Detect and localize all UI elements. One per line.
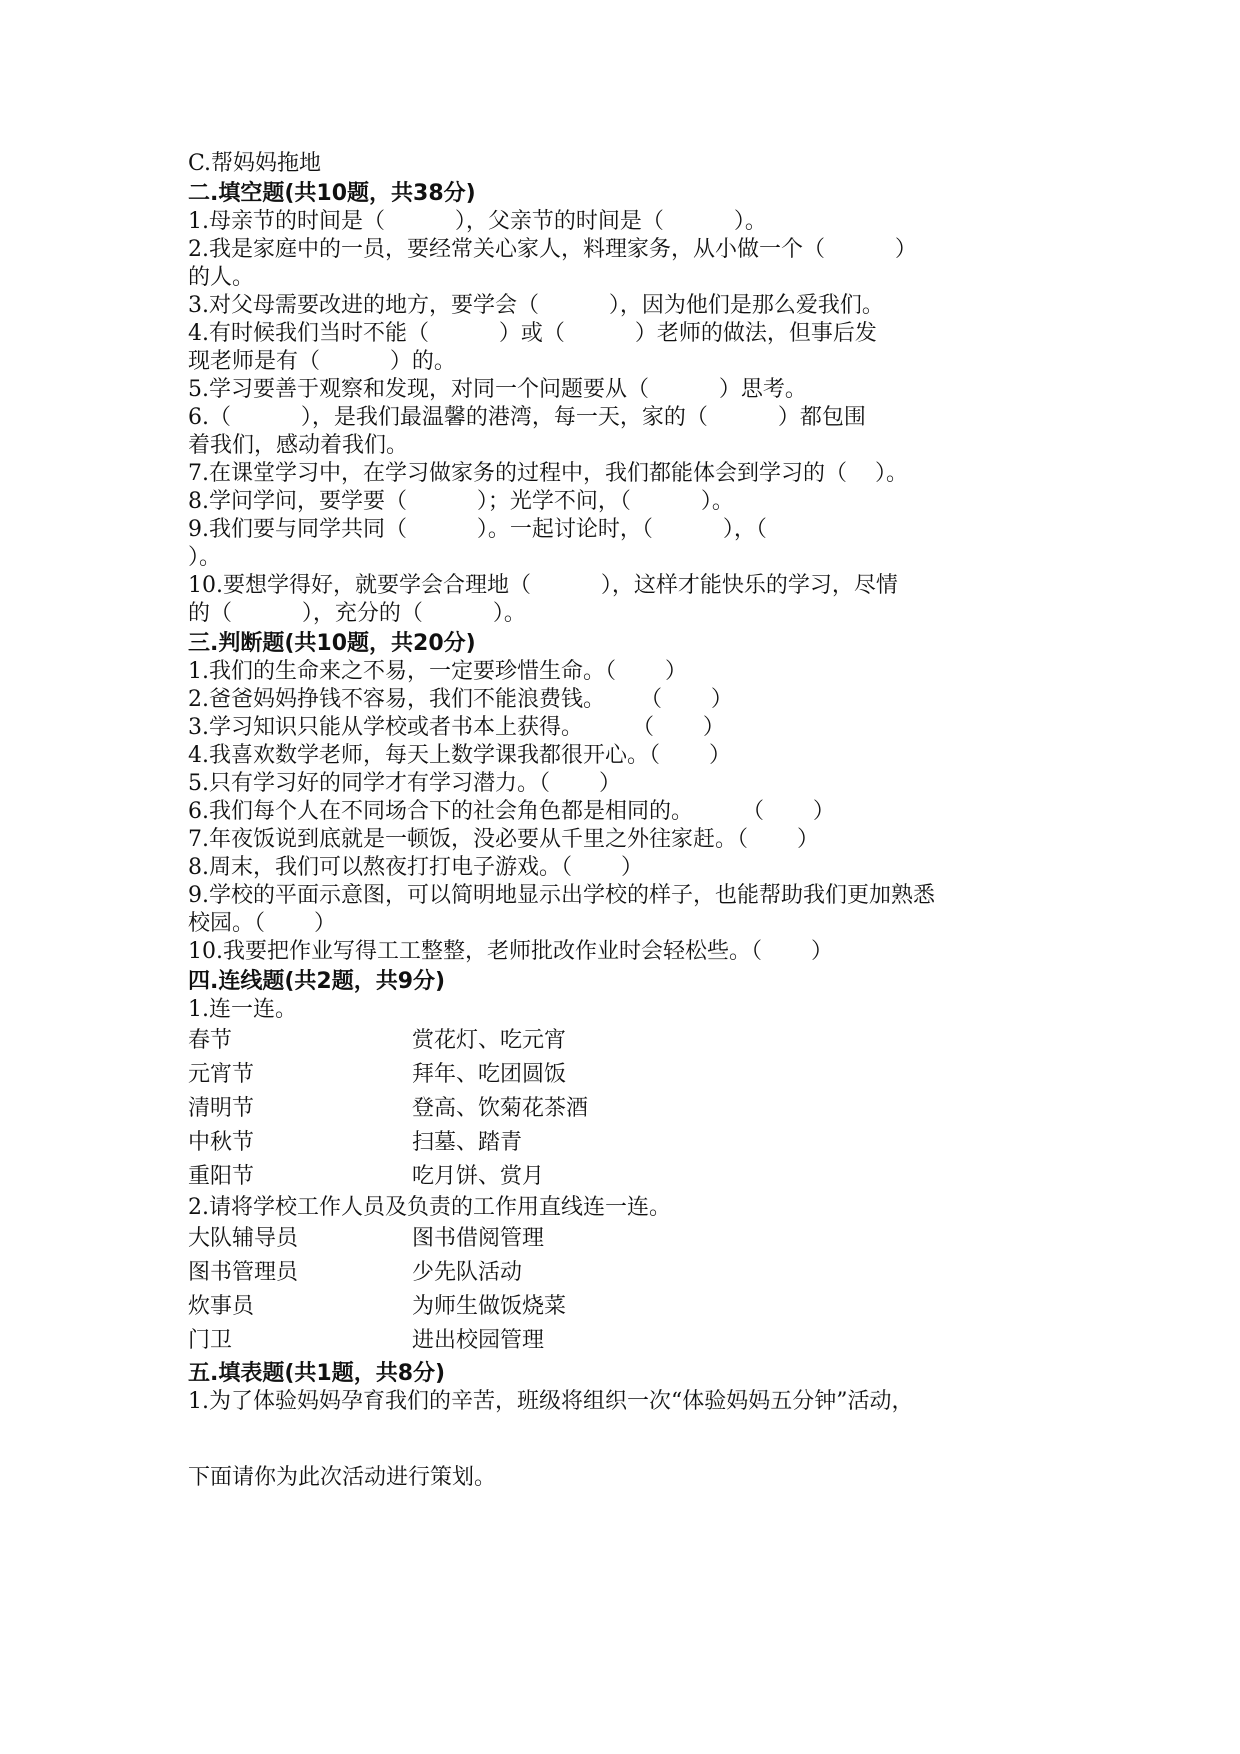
section-5-heading: 五.填表题(共1题，共8分) bbox=[188, 1361, 446, 1386]
text-line: 9.我们要与同学共同（ ）。一起讨论时，（ ），（ bbox=[188, 517, 767, 542]
matching-question-2: 2.请将学校工作人员及负责的工作用直线连一连。 bbox=[188, 1195, 671, 1220]
section-4-heading: 四.连线题(共2题，共9分) bbox=[188, 969, 446, 994]
text-line: 4.我喜欢数学老师，每天上数学课我都很开心。（ ） bbox=[188, 743, 731, 768]
matching-row bbox=[188, 1324, 1068, 1358]
table-question-line-1: 1.为了体验妈妈孕育我们的辛苦，班级将组织一次“体验妈妈五分钟”活动， bbox=[188, 1389, 914, 1414]
text-line: 1.母亲节的时间是（ ），父亲节的时间是（ ）。 bbox=[188, 209, 767, 234]
matching-row bbox=[188, 1058, 1068, 1092]
text-line: 2.我是家庭中的一员，要经常关心家人，料理家务，从小做一个（ ） bbox=[188, 237, 917, 262]
text-line: 8.学问学问，要学要（ ）；光学不问，（ ）。 bbox=[188, 489, 734, 514]
text-line: 校园。（ ） bbox=[188, 911, 336, 936]
matching-right: 赏花灯、吃元宵 bbox=[412, 1028, 567, 1053]
text-line: 1.我们的生命来之不易，一定要珍惜生命。（ ） bbox=[188, 659, 687, 684]
matching-table-1 bbox=[188, 1024, 1068, 1194]
matching-table-2 bbox=[188, 1222, 1068, 1358]
text-line: 6.（ ），是我们最温馨的港湾，每一天，家的（ ）都包围 bbox=[188, 405, 866, 430]
matching-row bbox=[188, 1290, 1068, 1324]
section-2-heading: 二.填空题(共10题，共38分) bbox=[188, 181, 476, 206]
matching-left: 炊事员 bbox=[188, 1294, 255, 1319]
matching-row bbox=[188, 1024, 1068, 1058]
matching-right: 少先队活动 bbox=[412, 1260, 523, 1285]
text-line: 现老师是有（ ）的。 bbox=[188, 349, 456, 374]
matching-row bbox=[188, 1160, 1068, 1194]
matching-row bbox=[188, 1256, 1068, 1290]
text-line: 10.要想学得好，就要学会合理地（ ），这样才能快乐的学习，尽情 bbox=[188, 573, 898, 598]
text-line: 2.爸爸妈妈挣钱不容易，我们不能浪费钱。 （ ） bbox=[188, 687, 733, 712]
spacer bbox=[188, 1416, 1068, 1464]
matching-question-1: 1.连一连。 bbox=[188, 997, 297, 1022]
matching-right: 拜年、吃团圆饭 bbox=[412, 1062, 567, 1087]
matching-left: 春节 bbox=[188, 1028, 233, 1053]
text-line: 的（ ），充分的（ ）。 bbox=[188, 601, 526, 626]
text-line: 着我们，感动着我们。 bbox=[188, 433, 409, 458]
matching-right: 进出校园管理 bbox=[412, 1328, 545, 1353]
text-line: 10.我要把作业写得工工整整，老师批改作业时会轻松些。（ ） bbox=[188, 939, 833, 964]
matching-right: 为师生做饭烧菜 bbox=[412, 1294, 567, 1319]
section-2-body bbox=[188, 208, 1068, 628]
matching-right: 吃月饼、赏月 bbox=[412, 1164, 545, 1189]
section-3-body bbox=[188, 658, 1068, 966]
text-line: 7.年夜饭说到底就是一顿饭，没必要从千里之外往家赶。（ ） bbox=[188, 827, 819, 852]
previous-option-c: C.帮妈妈拖地 bbox=[188, 151, 322, 176]
matching-right: 登高、饮菊花茶酒 bbox=[412, 1096, 589, 1121]
matching-row bbox=[188, 1126, 1068, 1160]
section-3-heading: 三.判断题(共10题，共20分) bbox=[188, 631, 476, 656]
text-line: 9.学校的平面示意图，可以简明地显示出学校的样子，也能帮助我们更加熟悉 bbox=[188, 883, 935, 908]
matching-row bbox=[188, 1092, 1068, 1126]
matching-left: 大队辅导员 bbox=[188, 1226, 299, 1251]
matching-row bbox=[188, 1222, 1068, 1256]
matching-right: 图书借阅管理 bbox=[412, 1226, 545, 1251]
text-line: ）。 bbox=[188, 545, 222, 570]
matching-left: 图书管理员 bbox=[188, 1260, 299, 1285]
table-question-line-2: 下面请你为此次活动进行策划。 bbox=[188, 1465, 497, 1490]
matching-left: 清明节 bbox=[188, 1096, 255, 1121]
text-line: 5.只有学习好的同学才有学习潜力。（ ） bbox=[188, 771, 621, 796]
matching-left: 元宵节 bbox=[188, 1062, 255, 1087]
worksheet-page bbox=[188, 150, 1068, 1492]
text-line: 8.周末，我们可以熬夜打打电子游戏。（ ） bbox=[188, 855, 643, 880]
text-line: 4.有时候我们当时不能（ ）或（ ）老师的做法，但事后发 bbox=[188, 321, 877, 346]
matching-right: 扫墓、踏青 bbox=[412, 1130, 523, 1155]
text-line: 7.在课堂学习中，在学习做家务的过程中，我们都能体会到学习的（ ）。 bbox=[188, 461, 908, 486]
text-line: 3.对父母需要改进的地方，要学会（ ），因为他们是那么爱我们。 bbox=[188, 293, 884, 318]
text-line: 的人。 bbox=[188, 265, 255, 290]
matching-left: 中秋节 bbox=[188, 1130, 255, 1155]
text-line: 6.我们每个人在不同场合下的社会角色都是相同的。 （ ） bbox=[188, 799, 835, 824]
matching-left: 重阳节 bbox=[188, 1164, 255, 1189]
text-line: 3.学习知识只能从学校或者书本上获得。 （ ） bbox=[188, 715, 725, 740]
matching-left: 门卫 bbox=[188, 1328, 233, 1353]
text-line: 5.学习要善于观察和发现，对同一个问题要从（ ）思考。 bbox=[188, 377, 807, 402]
